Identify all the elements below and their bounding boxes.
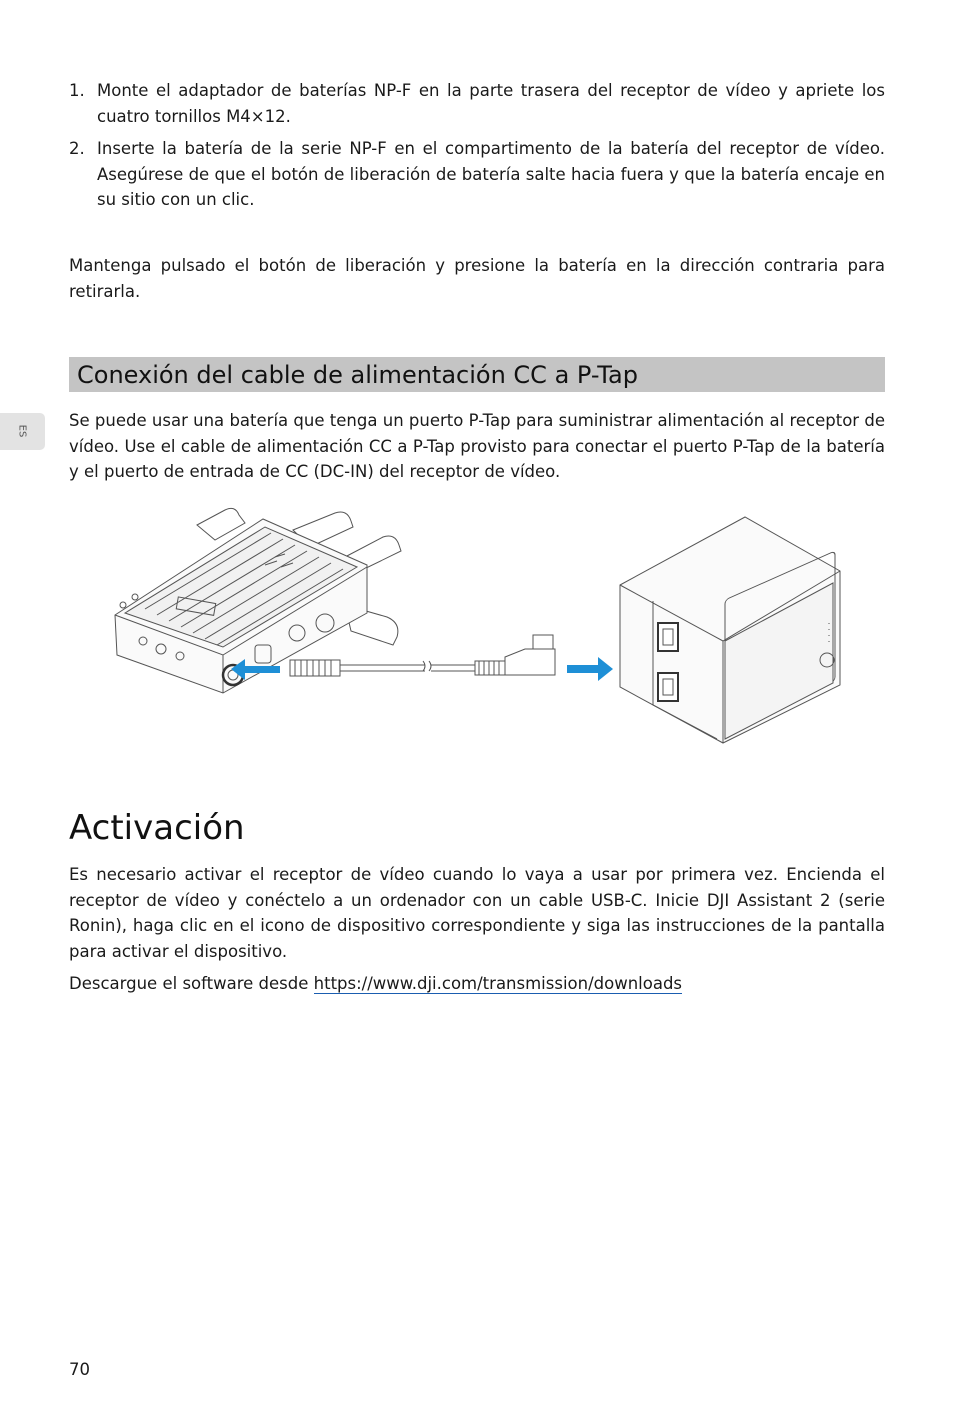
- section-heading-text: Conexión del cable de alimentación CC a P-Tap: [77, 360, 638, 389]
- list-item: [69, 136, 885, 213]
- download-prefix: Descargue el software desde: [69, 974, 314, 993]
- activation-title: Activación: [69, 808, 245, 848]
- activation-paragraph: Es necesario activar el receptor de vídeo cuando lo vaya a usar por primera vez. Encienda el receptor de vídeo y conéctelo a un ordenador con un cable USB-C. Inicie DJI Assistant 2 (serie Ronin), haga clic en el icono de dispositivo correspondiente y siga las instrucciones de la pantalla para activar el dispositivo.: [69, 865, 885, 961]
- arrow-icon: [231, 657, 613, 681]
- steps-list: [69, 78, 885, 220]
- language-tab-label: ES: [16, 424, 28, 438]
- download-line: [69, 971, 885, 997]
- step-number: 2.: [69, 139, 85, 158]
- dc-ptap-cable: [290, 635, 555, 676]
- section-heading: [69, 357, 885, 392]
- ptap-battery: [620, 517, 840, 743]
- connection-illustration: [105, 505, 850, 750]
- language-tab: [0, 413, 45, 450]
- list-item: [69, 78, 885, 129]
- battery-removal-text: Mantenga pulsado el botón de liberación y presione la batería en la dirección contraria para retirarla.: [69, 256, 885, 301]
- step-text: Inserte la batería de la serie NP-F en el compartimento de la batería del receptor de vídeo. Asegúrese de que el botón de liberación de batería salte hacia fuera y que la batería encaje en su sitio con un clic.: [97, 139, 885, 209]
- ptap-paragraph: Se puede usar una batería que tenga un puerto P-Tap para suministrar alimentación al receptor de vídeo. Use el cable de alimentación CC a P-Tap provisto para conectar el puerto P-Tap de la batería y el puerto de entrada de CC (DC-IN) del receptor de vídeo.: [69, 411, 885, 481]
- step-number: 1.: [69, 81, 85, 100]
- download-link[interactable]: https://www.dji.com/transmission/downloads: [313, 974, 683, 993]
- step-text: Monte el adaptador de baterías NP-F en la parte trasera del receptor de vídeo y apriete los cuatro tornillos M4×12.: [97, 81, 885, 126]
- page-number: 70: [69, 1360, 90, 1379]
